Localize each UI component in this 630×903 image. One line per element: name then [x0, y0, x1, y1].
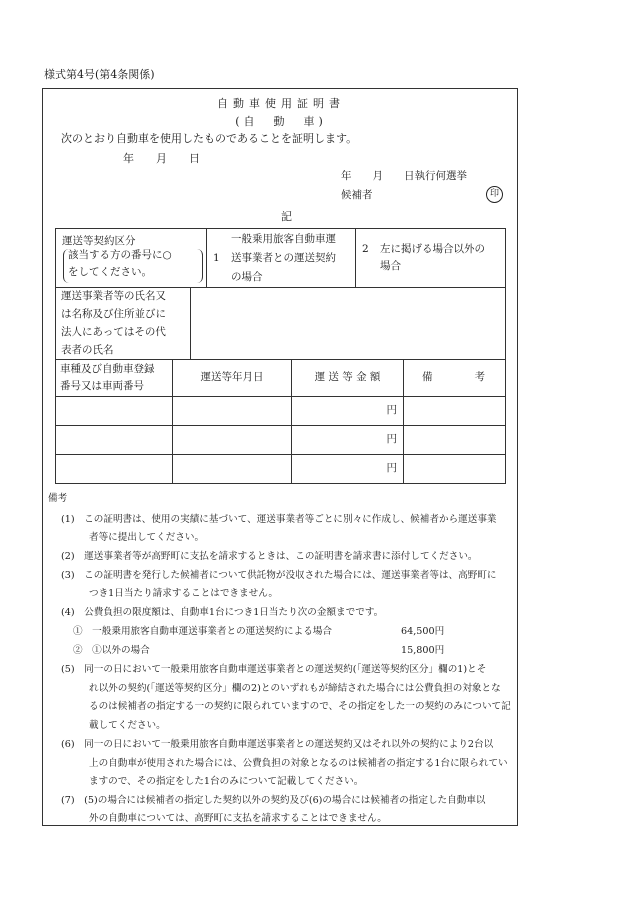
amount-header-cell: [291, 359, 404, 397]
note-1-line1: (1) この証明書は、使用の実績に基づいて、運送事業者等ごとに別々に作成し、候補者から運送事業: [61, 514, 497, 525]
date-header: 運送等年月日: [200, 371, 264, 383]
note-3-line2: つき1日当たり請求することはできません。: [89, 588, 278, 599]
note-6-line1: (6) 同一の日において一般乗用旅客自動車運送事業者との運送契約又はそれ以外の契約により2台以: [61, 739, 494, 750]
contract-hint-line1: 該当する方の番号に○: [68, 249, 172, 261]
row2-amount: [291, 425, 404, 455]
note-4: (4) 公費負担の限度額は、自動車1台につき1日当たり次の金額までです。: [61, 607, 384, 618]
row3-vehicle: [55, 454, 173, 484]
note-7-line1: (7) (5)の場合には候補者の指定した契約以外の契約及び(6)の場合には候補者の指定した自動車以: [61, 795, 486, 806]
option-1-line2: 送事業者との運送契約: [231, 252, 336, 264]
certificate-frame: [42, 88, 518, 826]
operator-value-cell: [190, 287, 506, 360]
note-5-line1: (5) 同一の日において一般乗用旅客自動車運送事業者との運送契約(「運送等契約区分」欄の1)とそ: [61, 664, 487, 675]
note-3-line1: (3) この証明書を発行した候補者について供託物が没収された場合には、運送事業者等は、高野町に: [61, 570, 497, 581]
operator-label-line3: 法人にあってはその代: [61, 326, 166, 338]
date-header-cell: [172, 359, 292, 397]
option-1-line3: の場合: [231, 271, 263, 283]
document-subtitle: (自 動 車): [235, 115, 327, 128]
note-6-line3: ますので、その指定をした1台のみについて記載してください。: [89, 776, 364, 787]
vehicle-header-cell: [55, 359, 173, 397]
row2-vehicle: [55, 425, 173, 455]
amount-header: 運 送 等 金 額: [314, 371, 381, 383]
note-2: (2) 運送事業者等が高野町に支払を請求するときは、この証明書を請求書に添付してください。: [61, 551, 478, 562]
remarks-header: 備 考: [422, 371, 485, 383]
note-4-item1: ① 一般乗用旅客自動車運送事業者との運送契約による場合: [73, 626, 333, 637]
row1-yen: 円: [386, 404, 397, 416]
row2-remarks: [403, 425, 506, 455]
note-4-item1-amount: 64,500円: [401, 626, 445, 637]
contract-hint-bracket: [63, 249, 203, 283]
note-1-line2: 者等に提出してください。: [89, 532, 205, 543]
note-7-line2: 外の自動車については、高野町に支払を請求することはできません。: [89, 813, 387, 824]
candidate-label: 候補者: [341, 189, 373, 201]
note-6-line2: 上の自動車が使用された場合には、公費負担の対象となるのは候補者の指定する1台に限られてい: [89, 758, 508, 769]
ki-heading: 記: [281, 210, 292, 223]
row2-date: [172, 425, 292, 455]
contract-option-2-cell: [355, 228, 506, 288]
document-title: 自動車使用証明書: [217, 97, 345, 110]
option-1-line1: 一般乗用旅客自動車運: [231, 233, 336, 245]
row3-date: [172, 454, 292, 484]
operator-label-line2: は名称及び住所並びに: [61, 308, 166, 320]
form-number-label: 様式第4号(第4条関係): [44, 68, 155, 81]
note-5-line2: れ以外の契約(「運送等契約区分」欄の2)とのいずれもが締結された場合には公費負担の対象とな: [89, 683, 501, 694]
notes-heading: 備考: [48, 493, 68, 504]
certification-statement: 次のとおり自動車を使用したものであることを証明します。: [61, 132, 358, 145]
row3-remarks: [403, 454, 506, 484]
issue-date-line: 年 月 日: [123, 152, 200, 165]
vehicle-label-line1: 車種及び自動車登録: [60, 363, 155, 375]
note-5-line3: るのは候補者の指定する一の契約に限られていますので、その指定をした一の契約のみについて記: [89, 701, 511, 712]
seal-mark: 印: [486, 186, 503, 203]
row1-remarks: [403, 396, 506, 426]
row3-yen: 円: [386, 462, 397, 474]
operator-label-line1: 運送事業者等の氏名又: [61, 290, 166, 302]
option-1-number: 1: [213, 252, 220, 264]
contract-option-1-cell: [206, 228, 356, 288]
option-2-number: 2: [362, 243, 369, 255]
contract-type-label: 運送等契約区分: [62, 235, 136, 247]
vehicle-label-line2: 番号又は車両番号: [60, 380, 144, 392]
note-4-item2: ② ①以外の場合: [73, 645, 150, 656]
note-4-item2-amount: 15,800円: [401, 645, 445, 656]
row2-yen: 円: [386, 433, 397, 445]
operator-label-cell: [55, 287, 191, 360]
remarks-header-cell: [403, 359, 506, 397]
option-2-line1: 左に掲げる場合以外の: [380, 243, 485, 255]
row3-amount: [291, 454, 404, 484]
operator-label-line4: 表者の氏名: [61, 344, 114, 356]
contract-hint-line2: をしてください。: [68, 266, 152, 278]
option-2-line2: 場合: [380, 260, 401, 272]
row1-amount: [291, 396, 404, 426]
election-date-line: 年 月 日執行何選挙: [341, 170, 467, 182]
row1-date: [172, 396, 292, 426]
note-5-line4: 載してください。: [89, 720, 166, 731]
row1-vehicle: [55, 396, 173, 426]
